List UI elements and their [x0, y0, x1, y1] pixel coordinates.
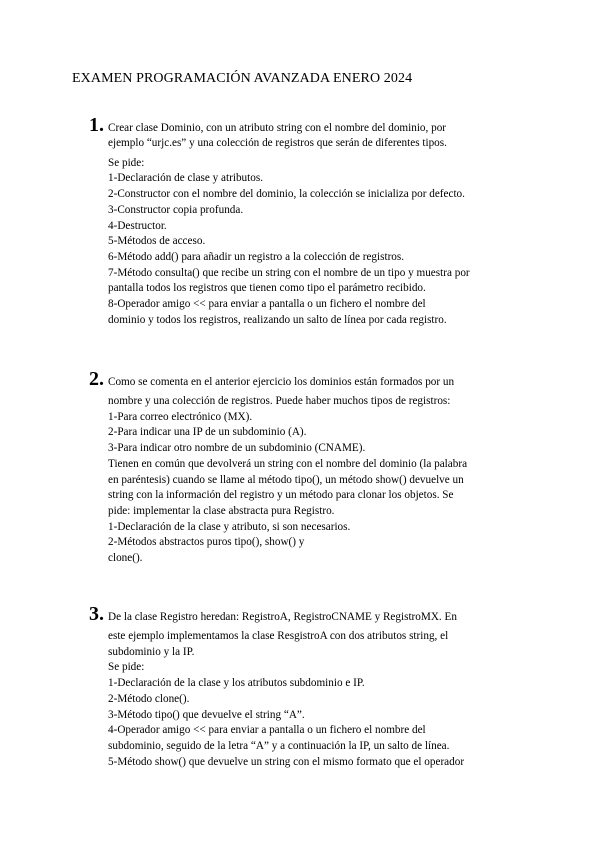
- question-line: Se pide:: [108, 661, 145, 674]
- question-line: 4-Destructor.: [108, 219, 167, 232]
- question-line: 2-Para indicar una IP de un subdominio (A).: [108, 426, 307, 439]
- question-line: 7-Método consulta() que recibe un string con el nombre de un tipo y muestra por: [108, 266, 470, 279]
- question-number: 1.: [89, 114, 104, 136]
- question-line: 2-Constructor con el nombre del dominio, la colección se inicializa por defecto.: [108, 188, 465, 201]
- question-line: Se pide:: [108, 156, 145, 169]
- question-line: ejemplo “urjc.es” y una colección de registros que serán de diferentes tipos.: [108, 137, 447, 149]
- exam-title: EXAMEN PROGRAMACIÓN AVANZADA ENERO 2024: [72, 71, 413, 86]
- question-line: Crear clase Dominio, con un atributo string con el nombre del dominio, por: [108, 122, 447, 134]
- question-line: 3-Para indicar otro nombre de un subdominio (CNAME).: [108, 442, 366, 455]
- question-line: 1-Declaración de la clase y los atributos subdominio e IP.: [108, 677, 365, 690]
- question-line: subdominio y la IP.: [108, 645, 195, 658]
- question-line: en paréntesis) cuando se llame al método tipo(), un método show() devuelve un: [108, 473, 464, 486]
- question-line: dominio y todos los registros, realizando un salto de línea por cada registro.: [108, 313, 447, 326]
- question-number: 2.: [89, 368, 104, 390]
- question-line: 3-Constructor copia profunda.: [108, 203, 244, 216]
- question-line: 4-Operador amigo << para enviar a pantalla o un fichero el nombre del: [108, 724, 426, 737]
- question-line: pantalla todos los registros que tienen como tipo el parámetro recibido.: [108, 282, 426, 295]
- question-3: [89, 603, 538, 770]
- question-line: clone().: [108, 552, 143, 565]
- question-line: 6-Método add() para añadir un registro a la colección de registros.: [108, 250, 405, 263]
- question-line: 1-Declaración de clase y atributos.: [108, 172, 264, 185]
- question-line: 2-Método clone().: [108, 692, 190, 705]
- question-line: pide: implementar la clase abstracta pura Registro.: [108, 504, 335, 517]
- question-number: 3.: [89, 603, 104, 625]
- question-2: [89, 368, 538, 567]
- question-line: 1-Para correo electrónico (MX).: [108, 410, 253, 423]
- question-line: 3-Método tipo() que devuelve el string “A”.: [108, 708, 305, 721]
- question-line: 5-Método show() que devuelve un string con el mismo formato que el operador: [108, 755, 465, 768]
- question-line: Tienen en común que devolverá un string con el nombre del dominio (la palabra: [108, 457, 468, 470]
- question-line: 1-Declaración de la clase y atributo, si son necesarios.: [108, 520, 351, 533]
- question-1: [89, 114, 538, 328]
- question-line: subdominio, seguido de la letra “A” y a continuación la IP, un salto de línea.: [108, 739, 450, 752]
- question-line: 8-Operador amigo << para enviar a pantalla o un fichero el nombre del: [108, 298, 426, 311]
- question-line: De la clase Registro heredan: RegistroA, RegistroCNAME y RegistroMX. En: [108, 611, 457, 623]
- question-line: 2-Métodos abstractos puros tipo(), show() y: [108, 536, 305, 549]
- question-line: string con la información del registro y un método para clonar los objetos. Se: [108, 489, 454, 502]
- question-line: nombre y una colección de registros. Puede haber muchos tipos de registros:: [108, 395, 451, 407]
- question-line: 5-Métodos de acceso.: [108, 235, 206, 248]
- question-line: Como se comenta en el anterior ejercicio los dominios están formados por un: [108, 376, 455, 388]
- question-line: este ejemplo implementamos la clase ResgistroA con dos atributos string, el: [108, 630, 449, 642]
